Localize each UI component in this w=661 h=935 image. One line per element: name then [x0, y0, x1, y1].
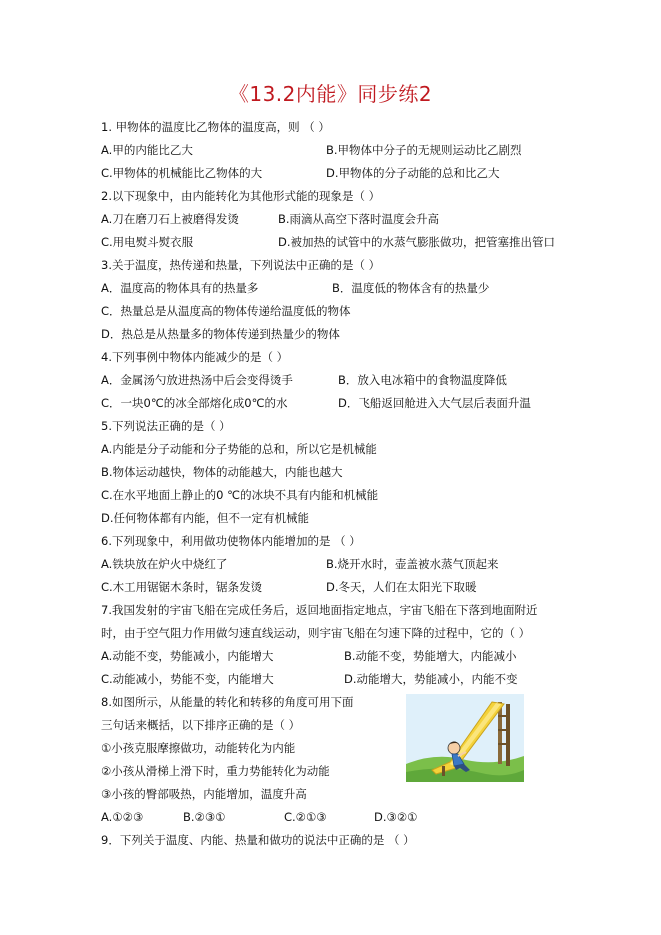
q5-option-b: B.物体运动越快，物体的动能越大，内能也越大	[101, 465, 343, 479]
q6-option-d: D.冬天，人们在太阳光下取暖	[326, 580, 477, 594]
q2-option-a: A.刀在磨刀石上被磨得发烫	[101, 212, 239, 226]
q5-option-c: C.在水平地面上静止的0 ℃的冰块不具有内能和机械能	[101, 488, 379, 502]
q3-stem: 3.关于温度，热传递和热量，下列说法中正确的是（ ）	[101, 258, 381, 272]
q4-stem: 4.下列事例中物体内能减少的是（ ）	[101, 350, 289, 364]
q1-option-d: D.甲物体的分子动能的总和比乙大	[326, 166, 500, 180]
q3-option-c: C．热量总是从温度高的物体传递给温度低的物体	[101, 304, 351, 318]
q9-stem: 9．下列关于温度、内能、热量和做功的说法中正确的是 （ ）	[101, 833, 415, 847]
q7-option-b: B.动能不变，势能增大，内能减小	[344, 649, 517, 663]
q3-option-a: A．温度高的物体具有的热量多	[101, 281, 259, 295]
q8-stem-line1: 8.如图所示，从能量的转化和转移的角度可用下面	[101, 695, 354, 709]
slide-post-front	[506, 704, 510, 766]
q8-statement-2: ②小孩从滑梯上滑下时，重力势能转化为动能	[101, 764, 330, 778]
q4-option-b: B．放入电冰箱中的食物温度降低	[338, 373, 507, 387]
q4-option-a: A．金属汤勺放进热汤中后会变得烫手	[101, 373, 293, 387]
q8-option-c: C.②①③	[284, 810, 327, 824]
q3-option-d: D．热总是从热量多的物体传递到热量少的物体	[101, 327, 340, 341]
q7-option-d: D.动能增大，势能减小，内能不变	[344, 672, 518, 686]
q7-option-a: A.动能不变，势能减小，内能增大	[101, 649, 274, 663]
q6-option-a: A.铁块放在炉火中烧红了	[101, 557, 228, 571]
q5-stem: 5.下列说法正确的是（ ）	[101, 419, 231, 433]
slide-front-leg	[442, 766, 445, 776]
q8-statement-3: ③小孩的臀部吸热，内能增加，温度升高	[101, 787, 307, 801]
q8-option-b: B.②③①	[183, 810, 226, 824]
child-on-slide-illustration	[406, 694, 524, 782]
q5-option-d: D.任何物体都有内能，但不一定有机械能	[101, 511, 310, 525]
page-title: 《13.2内能》同步练2	[228, 82, 433, 106]
q1-option-b: B.甲物体中分子的无规则运动比乙剧烈	[326, 143, 522, 157]
q2-option-c: C.用电熨斗熨衣服	[101, 235, 194, 249]
q8-statement-1: ①小孩克服摩擦做功，动能转化为内能	[101, 741, 296, 755]
q6-stem: 6.下列现象中，利用做功使物体内能增加的是 （ ）	[101, 534, 361, 548]
q7-stem-line2: 时，由于空气阻力作用做匀速直线运动，则宇宙飞船在匀速下降的过程中，它的（ ）	[101, 626, 531, 640]
q1-option-c: C.甲物体的机械能比乙物体的大	[101, 166, 263, 180]
q4-option-d: D．飞船返回舱进入大气层后表面升温	[338, 396, 531, 410]
q8-option-a: A.①②③	[101, 810, 144, 824]
q6-option-b: B.烧开水时，壶盖被水蒸气顶起来	[326, 557, 499, 571]
q8-stem-line2: 三句话来概括，以下排序正确的是（ ）	[101, 718, 301, 732]
q1-option-a: A.甲的内能比乙大	[101, 143, 193, 157]
q8-option-d: D.③②①	[374, 810, 418, 824]
q2-stem: 2.以下现象中，由内能转化为其他形式能的现象是（ ）	[101, 189, 381, 203]
q7-option-c: C.动能减小，势能不变，内能增大	[101, 672, 274, 686]
q2-option-d: D.被加热的试管中的水蒸气膨胀做功，把管塞推出管口	[278, 235, 556, 249]
q2-option-b: B.雨滴从高空下落时温度会升高	[278, 212, 440, 226]
child-head	[448, 742, 460, 754]
q1-stem: 1. 甲物体的温度比乙物体的温度高，则 （ ）	[101, 120, 330, 134]
q4-option-c: C．一块0℃的冰全部熔化成0℃的水	[101, 396, 288, 410]
q5-option-a: A.内能是分子动能和分子势能的总和，所以它是机械能	[101, 442, 377, 456]
q6-option-c: C.木工用锯锯木条时，锯条发烫	[101, 580, 263, 594]
q3-option-b: B．温度低的物体含有的热量少	[332, 281, 490, 295]
q7-stem-line1: 7.我国发射的宇宙飞船在完成任务后，返回地面指定地点，宇宙飞船在下落到地面附近	[101, 603, 538, 617]
